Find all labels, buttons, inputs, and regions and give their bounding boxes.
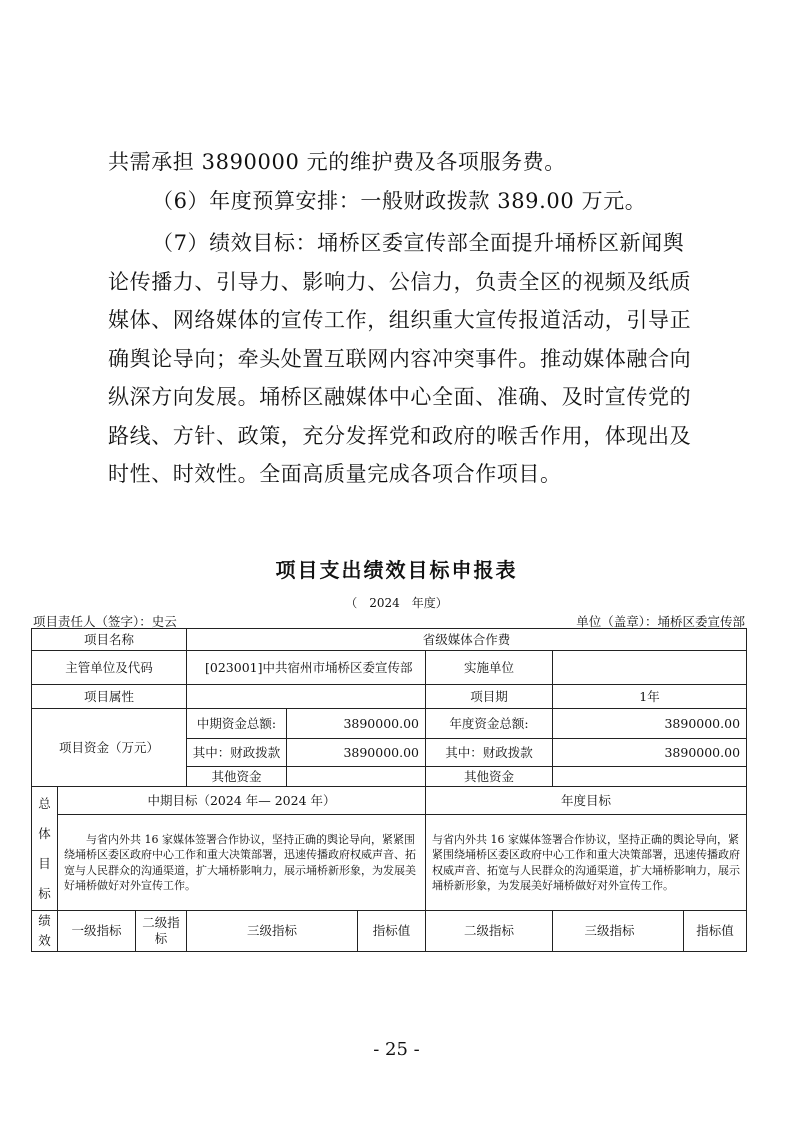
- project-name-label: 项目名称: [32, 629, 187, 651]
- period-label: 项目期: [426, 685, 553, 709]
- impl-unit-label: 实施单位: [426, 651, 553, 685]
- body-paragraph-3: （7）绩效目标：埇桥区委宣传部全面提升埇桥区新闻舆论传播力、引导力、影响力、公信力，负责全区的视频及纸质媒体、网络媒体的宣传工作，组织重大宣传报道活动，引导正确舆论导向；牵头处置互联网内容冲突事件。推动媒体融合向纵深方向发展。埇桥区融媒体中心全面、准确、及时宣传党的路线、方针、政策，充分发挥党和政府的喉舌作用，体现出及时性、时效性。全面高质量完成各项合作项目。: [108, 231, 692, 486]
- level3-indicator-header: 三级指标: [187, 911, 358, 952]
- body-paragraph-2: （6）年度预算安排：一般财政拨款 389.00 万元。: [152, 189, 647, 213]
- annual-fiscal-value: 3890000.00: [553, 739, 747, 767]
- attr-value: [187, 685, 426, 709]
- mid-target-text: 与省内外共 16 家媒体签署合作协议，坚持正确的舆论导向，紧紧围绕埇桥区委区政府中心工作和重大决策部署，迅速传播政府权威声音、拓宽与人民群众的沟通渠道，扩大埇桥影响力，展示埇桥新形象，为发展美好埇桥做好对外宣传工作。: [58, 815, 426, 911]
- funds-label: 项目资金（万元）: [32, 709, 187, 787]
- page-number: - 25 -: [373, 1039, 420, 1060]
- level2-indicator-header-b: 二级指标: [426, 911, 553, 952]
- index-value-header: 指标值: [358, 911, 426, 952]
- mid-target-header: 中期目标（2024 年— 2024 年）: [58, 787, 426, 815]
- dept-value: [023001]中共宿州市埇桥区委宣传部: [187, 651, 426, 685]
- performance-target-table: [31, 628, 747, 952]
- period-value: 1年: [553, 685, 747, 709]
- responsible-person: 项目责任人（签字）：史云: [33, 614, 177, 629]
- annual-total-label: 年度资金总额:: [426, 709, 553, 739]
- mid-other-value: [287, 767, 426, 787]
- form-year: （ 2024 年度）: [345, 596, 448, 610]
- mid-fiscal-label: 其中：财政拨款: [187, 739, 287, 767]
- attr-label: 项目属性: [32, 685, 187, 709]
- impl-unit-value: [553, 651, 747, 685]
- body-paragraph-1: 共需承担 3890000 元的维护费及各项服务费。: [108, 150, 566, 174]
- annual-total-value: 3890000.00: [553, 709, 747, 739]
- annual-other-value: [553, 767, 747, 787]
- performance-label: 绩 效: [32, 911, 58, 952]
- mid-total-value: 3890000.00: [287, 709, 426, 739]
- level3-indicator-header-b: 三级指标 指标值: [553, 911, 747, 952]
- level1-indicator-header: 一级指标: [58, 911, 136, 952]
- overall-target-label: 总 体 目 标: [32, 787, 58, 911]
- unit-seal: 单位（盖章）：埇桥区委宣传部: [576, 614, 745, 629]
- level2-indicator-header: 二级指标: [136, 911, 187, 952]
- project-name-value: 省级媒体合作费: [187, 629, 747, 651]
- annual-target-text: 与省内外共 16 家媒体签署合作协议，坚持正确的舆论导向，紧紧围绕埇桥区委区政府中心工作和重大决策部署，迅速传播政府权威声音、拓宽与人民群众的沟通渠道，扩大埇桥影响力，展示埇桥新形象，为发展美好埇桥做好对外宣传工作。: [426, 815, 747, 911]
- dept-label: 主管单位及代码: [32, 651, 187, 685]
- mid-fiscal-value: 3890000.00: [287, 739, 426, 767]
- mid-total-label: 中期资金总额:: [187, 709, 287, 739]
- index-value-header-b: 指标值: [683, 911, 746, 951]
- annual-target-header: 年度目标: [426, 787, 747, 815]
- annual-fiscal-label: 其中：财政拨款: [426, 739, 553, 767]
- form-title: 项目支出绩效目标申报表: [275, 558, 518, 582]
- annual-other-label: 其他资金: [426, 767, 553, 787]
- mid-other-label: 其他资金: [187, 767, 287, 787]
